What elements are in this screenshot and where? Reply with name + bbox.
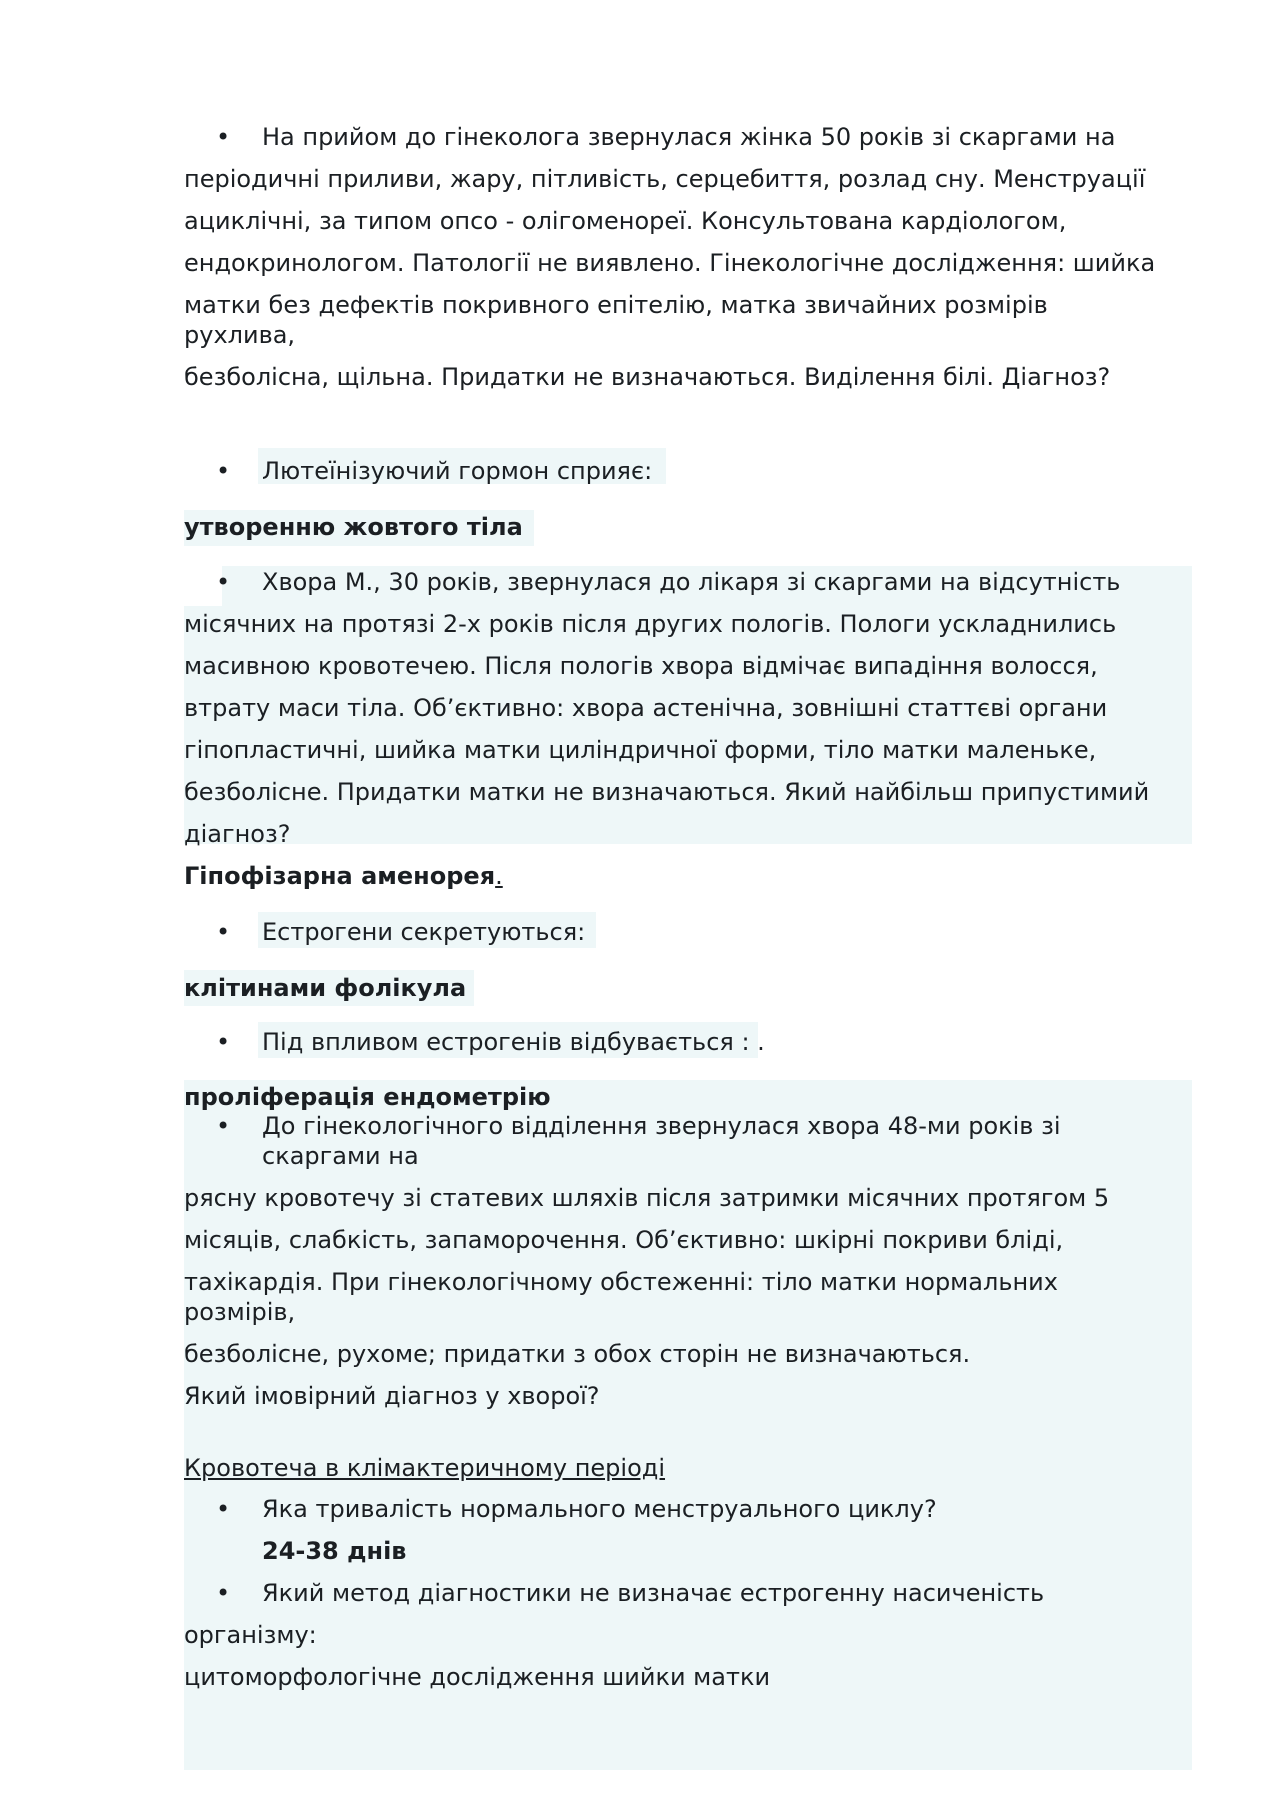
q7-question: Яка тривалість нормального менструального циклу? xyxy=(262,1495,937,1523)
q3-line-5: гіпопластичні, шийка матки циліндричної форми, тіло матки маленьке, xyxy=(184,736,1097,764)
bullet-q8: • xyxy=(216,1579,231,1607)
highlight-q3-body xyxy=(184,606,1192,844)
q4-question: Естрогени секретуються: xyxy=(262,918,586,946)
q3-line-3: масивною кровотечею. Після пологів хвора відмічає випадіння волосся, xyxy=(184,652,1098,680)
bullet-q1: • xyxy=(216,123,231,151)
q6-line-2: рясну кровотечу зі статевих шляхів після затримки місячних протягом 5 xyxy=(184,1184,1110,1212)
q6-answer: Кровотеча в клімактеричному періоді xyxy=(184,1454,666,1482)
q3-line-7: діагноз? xyxy=(184,820,291,848)
q5-question: Під впливом естрогенів відбувається : . xyxy=(262,1028,765,1056)
bullet-q7: • xyxy=(216,1495,231,1523)
bullet-q3: • xyxy=(216,568,231,596)
q3-answer-suffix: . xyxy=(495,862,503,890)
q6-line-3: місяців, слабкість, запаморочення. Об’єктивно: шкірні покриви бліді, xyxy=(184,1226,1064,1254)
q3-answer: Гіпофізарна аменорея xyxy=(184,862,496,890)
bullet-q4: • xyxy=(216,918,231,946)
q7-answer: 24-38 днів xyxy=(262,1537,407,1565)
q1-line-1: На прийом до гінеколога звернулася жінка 50 років зі скаргами на xyxy=(262,123,1116,151)
q3-line-6: безболісне. Придатки матки не визначаються. Який найбільш припустимий xyxy=(184,778,1150,806)
q1-line-3: ациклічні, за типом опсо - олігоменореї. Консультована кардіологом, xyxy=(184,207,1067,235)
q5-answer: проліферація ендометрію xyxy=(184,1083,551,1111)
q6-line-5: безболісне, рухоме; придатки з обох сторін не визначаються. xyxy=(184,1340,971,1368)
q8-line-1: Який метод діагностики не визначає естрогенну насиченість xyxy=(262,1579,1045,1607)
bullet-q6: • xyxy=(216,1112,231,1140)
q2-answer: утворенню жовтого тіла xyxy=(184,513,523,541)
q3-line-2: місячних на протязі 2-х років після других пологів. Пологи ускладнились xyxy=(184,610,1117,638)
q4-answer: клітинами фолікула xyxy=(184,974,467,1002)
q1-line-6: безболісна, щільна. Придатки не визначаються. Виділення білі. Діагноз? xyxy=(184,363,1111,391)
bullet-q5: • xyxy=(216,1028,231,1056)
q8-answer: цитоморфологічне дослідження шийки матки xyxy=(184,1663,771,1691)
q1-line-4: ендокринологом. Патології не виявлено. Гінекологічне дослідження: шийка xyxy=(184,249,1156,277)
q6-line-6: Який імовірний діагноз у хворої? xyxy=(184,1382,600,1410)
q3-line-1: Хвора М., 30 років, звернулася до лікаря зі скаргами на відсутність xyxy=(262,568,1121,596)
q6-line-1: До гінекологічного відділення звернулася хвора 48-ми років зі скаргами на xyxy=(262,1112,1061,1170)
q1-line-5: матки без дефектів покривного епітелію, матка звичайних розмірів рухлива, xyxy=(184,291,1048,349)
q3-answer-line xyxy=(184,861,503,891)
q1-line-2: періодичні приливи, жару, пітливість, серцебиття, розлад сну. Менструації xyxy=(184,165,1146,193)
q8-line-2: організму: xyxy=(184,1621,317,1649)
q2-question: Лютеїнізуючий гормон сприяє: xyxy=(262,457,653,485)
bullet-q2: • xyxy=(216,457,231,485)
q3-line-4: втрату маси тіла. Об’єктивно: хвора астенічна, зовнішні статтєві органи xyxy=(184,694,1108,722)
q6-line-4: тахікардія. При гінекологічному обстеженні: тіло матки нормальних розмірів, xyxy=(184,1268,1058,1326)
